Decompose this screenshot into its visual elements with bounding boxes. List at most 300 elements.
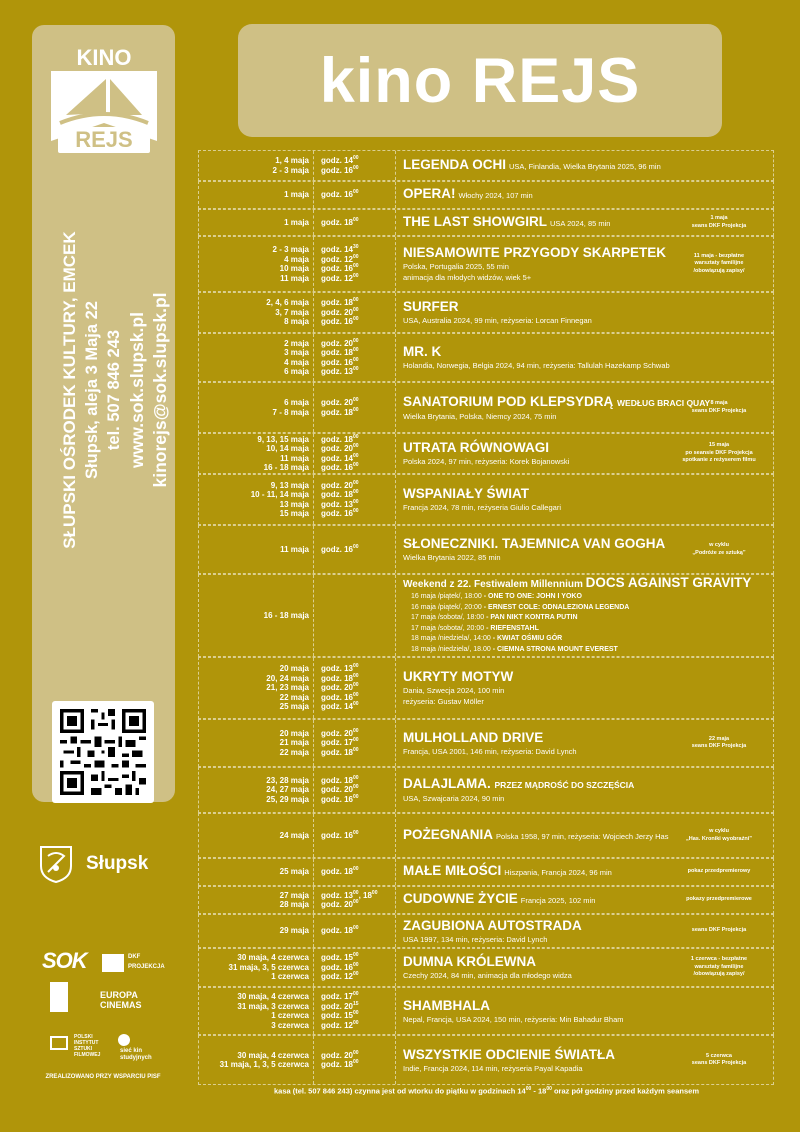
email-link[interactable]: kinorejs@sok.slupsk.pl xyxy=(150,292,170,488)
film-info: Polska 2024, 97 min, reżyseria: Korek Bojanowski xyxy=(403,457,570,466)
time-hour: godz. 20 xyxy=(321,338,354,348)
row-dates xyxy=(199,768,314,812)
date-line: 10, 14 maja xyxy=(266,444,309,453)
schedule-row xyxy=(198,1035,774,1085)
row-note xyxy=(669,814,769,857)
time-line xyxy=(321,408,395,418)
row-description xyxy=(403,658,668,718)
festival-name: DOCS AGAINST GRAVITY xyxy=(585,575,752,590)
row-times xyxy=(314,237,396,291)
film-info: USA, Finlandia, Wielka Brytania 2025, 96 min xyxy=(509,161,661,171)
row-times xyxy=(314,1036,396,1084)
time-minutes: 00 xyxy=(353,306,359,313)
row-dates xyxy=(199,526,314,573)
film-title-text: THE LAST SHOWGIRL xyxy=(403,213,547,229)
date-line: 22 maja xyxy=(279,747,309,757)
row-description xyxy=(403,434,668,473)
row-description xyxy=(403,237,668,291)
row-description xyxy=(403,720,668,766)
schedule-table xyxy=(198,150,775,1073)
time-hour: godz. 16 xyxy=(321,509,354,518)
city-logo xyxy=(38,842,178,886)
film-info: Nepal, Francja, USA 2024, 150 min, reżyseria: Min Bahadur Bham xyxy=(403,1014,624,1024)
row-description xyxy=(403,293,668,332)
schedule-row xyxy=(198,150,774,181)
date-line: 10 maja xyxy=(279,264,309,273)
time-hour: godz. 20 xyxy=(321,307,354,317)
time-minutes: 00 xyxy=(353,663,359,670)
row-note xyxy=(669,887,769,913)
time-hour: godz. 16 xyxy=(321,317,354,327)
time-minutes: 00 xyxy=(353,727,359,734)
date-line: 9, 13 maja xyxy=(270,480,309,490)
time-minutes: 00 xyxy=(353,829,359,836)
date-line: 25, 29 maja xyxy=(266,794,309,804)
footer-text-mid: - 18 xyxy=(531,1086,547,1096)
date-line: 21 maja xyxy=(279,738,309,748)
schedule-row xyxy=(198,886,774,914)
time-hour: godz. 16 xyxy=(321,463,354,472)
film-title-text: UTRATA RÓWNOWAGI xyxy=(403,440,549,455)
film-info: Dania, Szwecja 2024, 100 min xyxy=(403,686,505,695)
time-minutes: 00 xyxy=(353,543,359,550)
film-title-text: OPERA! xyxy=(403,186,456,201)
time-minutes: 00 xyxy=(353,263,359,269)
row-description xyxy=(403,151,668,180)
film-title xyxy=(403,486,668,502)
film-festival-icon xyxy=(50,982,68,1012)
row-dates xyxy=(199,915,314,947)
time-hour: godz. 20 xyxy=(321,683,354,693)
time-line xyxy=(321,900,395,910)
time-hour: godz. 14 xyxy=(321,702,354,712)
time-hour: godz. 18 xyxy=(321,348,354,357)
screening-title: - ONE TO ONE: JOHN I YOKO xyxy=(481,593,582,600)
note-line: 8 maja xyxy=(710,400,728,406)
row-times xyxy=(314,768,396,812)
time-hour: godz. 16 xyxy=(321,357,354,367)
time-hour: godz. 18 xyxy=(321,490,354,499)
film-info: Wielka Brytania 2022, 85 min xyxy=(403,553,501,562)
schedule-row xyxy=(198,987,774,1035)
film-title-text: WSPANIAŁY ŚWIAT xyxy=(403,486,529,501)
film-title xyxy=(403,998,668,1014)
time-minutes: 00 xyxy=(353,1049,359,1056)
pisf-logo: POLSKI INSTYTUT SZTUKI FILMOWEJ xyxy=(74,1034,101,1058)
row-times xyxy=(314,658,396,718)
city-name: Słupsk xyxy=(86,853,149,874)
date-line: 31 maja, 3 czerwca xyxy=(237,1001,309,1011)
schedule-row xyxy=(198,382,774,433)
time-line xyxy=(321,1060,395,1070)
film-title-text: ZAGUBIONA AUTOSTRADA xyxy=(403,917,582,933)
row-note xyxy=(669,526,769,573)
row-dates xyxy=(199,210,314,235)
film-title xyxy=(403,393,711,411)
film-title xyxy=(403,440,668,456)
row-times xyxy=(314,334,396,381)
date-line: 31 maja, 3, 5 czerwca xyxy=(228,962,309,972)
time-hour: godz. 16 xyxy=(321,165,354,175)
film-title xyxy=(403,245,668,261)
note-line: warsztaty familijne xyxy=(694,963,744,970)
time-minutes: 00 xyxy=(353,397,359,403)
note-line: „Has. Kroniki wyobraźni” xyxy=(685,835,752,842)
row-description xyxy=(403,915,668,947)
page-header xyxy=(238,24,722,137)
film-title xyxy=(403,344,668,360)
time-minutes: 00 xyxy=(353,701,359,708)
schedule-row xyxy=(198,292,774,333)
time-hour: godz. 20 xyxy=(321,1001,354,1011)
time-hour: godz. 15 xyxy=(321,953,354,963)
time-line xyxy=(321,831,395,841)
time-hour: godz. 20 xyxy=(321,1050,354,1060)
row-description xyxy=(403,575,752,656)
time-hour: godz. 13 xyxy=(321,664,354,674)
schedule-row xyxy=(198,948,774,987)
time-minutes: 00 xyxy=(353,216,359,223)
time-hour: godz. 18 xyxy=(321,747,354,757)
sok-logo: SOK xyxy=(42,948,87,973)
date-line: 16 - 18 maja xyxy=(263,610,309,620)
note-line: w cyklu xyxy=(709,828,729,834)
time-hour: , 18 xyxy=(358,890,372,900)
date-line: 10 - 11, 14 maja xyxy=(250,490,309,499)
date-line: 13 maja xyxy=(279,499,309,509)
film-title xyxy=(403,299,668,315)
time-minutes: 00 xyxy=(353,737,359,744)
film-title-text: SANATORIUM POD KLEPSYDRĄ xyxy=(403,393,614,409)
clapperboard-icon xyxy=(102,954,124,972)
note-line: 15 maja xyxy=(708,442,730,449)
row-times xyxy=(314,915,396,947)
film-info: Francja, USA 2001, 146 min, reżyseria: David Lynch xyxy=(403,746,577,756)
time-hour: godz. 13 xyxy=(321,367,354,376)
schedule-row xyxy=(198,433,774,474)
film-info: Czechy 2024, 84 min, animacja dla młodego widza xyxy=(403,971,572,980)
note-line: w cyklu xyxy=(709,542,729,548)
time-minutes: 00 xyxy=(371,889,378,896)
screening-title: - KWIAT OŚMIU GÓR xyxy=(490,635,563,642)
pisf-icon xyxy=(50,1036,68,1050)
note-line: seans DKF Projekcja xyxy=(691,743,747,749)
row-times xyxy=(314,293,396,332)
logo-bottom-text: REJS xyxy=(75,127,133,152)
schedule-row xyxy=(198,574,774,657)
time-line xyxy=(321,166,395,176)
time-minutes: 00 xyxy=(353,356,359,363)
city-crest-icon xyxy=(38,844,74,884)
screening-title: - RIEFENSTAHL xyxy=(484,624,539,632)
film-info: USA 2024, 85 min xyxy=(550,218,611,228)
footer-sup1: 00 xyxy=(525,1086,532,1092)
time-minutes: 00 xyxy=(353,316,359,323)
time-hour: godz. 16 xyxy=(321,190,354,200)
row-dates xyxy=(199,1036,314,1084)
time-minutes: 00 xyxy=(353,462,359,468)
film-info: Polska 1958, 97 min, reżyseria: Wojciech Jerzy Has xyxy=(496,831,669,841)
row-description xyxy=(403,383,711,432)
film-title-text: POŻEGNANIA xyxy=(403,826,494,842)
festival-screening xyxy=(403,592,668,603)
time-minutes: 00 xyxy=(353,297,359,304)
footer-text-before: kasa (tel. 507 846 243) czynna jest od wtorku do piątku w godzinach 14 xyxy=(273,1086,526,1096)
date-line: 6 maja xyxy=(284,398,309,407)
siec-kin-logo: sieć kin studyjnych xyxy=(120,1048,152,1061)
time-hour: godz. 18 xyxy=(321,217,354,227)
schedule-row xyxy=(198,236,774,292)
time-hour: godz. 16 xyxy=(321,692,354,702)
time-minutes: 00 xyxy=(353,793,359,800)
time-line xyxy=(321,190,395,200)
time-line xyxy=(321,702,395,712)
note-line: warsztaty familijne xyxy=(694,260,744,267)
row-description xyxy=(403,475,668,524)
page-title: kino REJS xyxy=(319,45,641,116)
contact-block xyxy=(60,120,170,660)
row-dates xyxy=(199,182,314,208)
time-minutes: 00 xyxy=(353,774,359,781)
date-line: 3, 7 maja xyxy=(275,307,309,317)
row-description xyxy=(403,988,668,1034)
schedule-row xyxy=(198,474,774,525)
row-description xyxy=(403,182,668,208)
note-line: seans DKF Projekcja xyxy=(691,1060,747,1066)
date-line: 3 czerwca xyxy=(271,1020,309,1030)
schedule-row xyxy=(198,767,774,813)
film-title xyxy=(403,918,668,934)
row-note xyxy=(669,237,769,291)
film-info: USA, Australia 2024, 99 min, reżyseria: Lorcan Finnegan xyxy=(403,316,592,325)
note-line: 1 maja xyxy=(710,215,728,221)
festival-heading-text: Weekend z 22. Festiwalem Millennium xyxy=(403,579,583,590)
film-info: animacja dla młodych widzów, wiek 5+ xyxy=(403,273,532,282)
film-title-text: SHAMBHALA xyxy=(403,997,490,1013)
screening-when: 16 maja /piątek/, 18:00 xyxy=(411,593,482,600)
time-hour: godz. 18 xyxy=(321,1060,354,1069)
film-title-text: MAŁE MIŁOŚCI xyxy=(403,863,502,878)
date-line: 25 maja xyxy=(279,702,309,712)
time-hour: godz. 12 xyxy=(321,273,354,283)
film-title xyxy=(403,1047,668,1063)
footer-text-after: oraz pół godziny przed każdym seansem xyxy=(551,1086,699,1096)
screening-title: - ERNEST COLE: ODNALEZIONA LEGENDA xyxy=(481,603,630,611)
festival-screening xyxy=(403,613,668,624)
time-hour: godz. 16 xyxy=(321,830,354,840)
note-line: 5 czerwca xyxy=(706,1052,732,1059)
film-info: Holandia, Norwegia, Belgia 2024, 94 min, reżyseria: Tallulah Hazekamp Schwab xyxy=(403,361,670,370)
footer-sup2: 00 xyxy=(546,1086,552,1092)
website-link[interactable]: www.sok.slupsk.pl xyxy=(127,312,147,468)
row-times xyxy=(314,859,396,885)
film-title xyxy=(403,891,668,909)
note-line: seans DKF Projekcja xyxy=(691,222,747,229)
note-line: spotkanie z reżyserem filmu xyxy=(682,457,756,464)
time-line xyxy=(321,509,395,519)
screening-when: 18 maja /niedziela/, 14:00 xyxy=(411,635,491,642)
film-title-text: MULHOLLAND DRIVE xyxy=(403,729,544,745)
row-description xyxy=(403,210,668,235)
row-times xyxy=(314,210,396,235)
time-hour: godz. 20 xyxy=(321,398,354,407)
film-title xyxy=(403,863,668,881)
partner-logos xyxy=(38,948,178,1068)
film-title-text: NIESAMOWITE PRZYGODY SKARPETEK xyxy=(403,245,667,260)
time-minutes: 00 xyxy=(353,889,359,896)
time-line xyxy=(321,367,395,377)
note-line: 11 maja - bezpłatne xyxy=(693,252,745,259)
film-info: USA 1997, 134 min, reżyseria: David Lynch xyxy=(403,934,548,944)
time-minutes: 30 xyxy=(353,244,359,250)
film-info: Wielka Brytania, Polska, Niemcy 2024, 75 min xyxy=(403,411,557,421)
schedule-row xyxy=(198,719,774,767)
time-minutes: 00 xyxy=(353,272,359,279)
date-line: 21, 23 maja xyxy=(266,683,309,693)
schedule-row xyxy=(198,813,774,858)
time-hour: godz. 20 xyxy=(321,900,354,909)
note-line: 22 maja xyxy=(708,735,730,742)
row-note xyxy=(669,383,769,432)
row-description xyxy=(403,814,668,857)
time-line xyxy=(321,748,395,758)
qr-code xyxy=(52,701,154,803)
time-hour: godz. 17 xyxy=(321,738,354,748)
cinemas-logo: CINEMAS xyxy=(100,1000,142,1010)
row-dates xyxy=(199,334,314,381)
note-line: „Podróże ze sztuką” xyxy=(692,549,746,556)
date-line: 24, 27 maja xyxy=(266,785,309,795)
row-note xyxy=(669,434,769,473)
schedule-row xyxy=(198,181,774,209)
note-line: po seansie DKF Projekcja xyxy=(685,449,753,456)
film-info: Indie, Francja 2024, 114 min, reżyseria Payal Kapadia xyxy=(403,1063,583,1073)
row-note xyxy=(669,949,769,986)
logo-top-text: KINO xyxy=(76,45,132,70)
film-info: Francja 2025, 102 min xyxy=(520,896,596,905)
dkf-logo: DKF xyxy=(128,954,141,960)
time-hour: godz. 12 xyxy=(321,972,354,982)
date-line: 30 maja, 4 czerwca xyxy=(237,992,309,1001)
date-line: 30 maja, 4 czerwca xyxy=(237,953,309,963)
date-line: 28 maja xyxy=(279,900,309,909)
date-line: 1 maja xyxy=(284,190,309,200)
time-hour: godz. 14 xyxy=(321,453,354,463)
time-minutes: 00 xyxy=(353,164,359,171)
film-title xyxy=(403,730,668,746)
date-line: 1, 4 maja xyxy=(275,156,309,165)
time-line xyxy=(321,274,395,284)
film-title xyxy=(403,214,668,232)
date-line: 2 maja xyxy=(284,338,309,348)
row-dates xyxy=(199,887,314,913)
date-line: 4 maja xyxy=(284,254,309,264)
row-times xyxy=(314,575,396,656)
time-minutes: 00 xyxy=(353,925,359,932)
date-line: 6 maja xyxy=(284,367,309,376)
dkf-logo-sub: PROJEKCJA xyxy=(128,964,165,970)
screening-title: - PAN NIKT KONTRA PUTIN xyxy=(484,614,578,621)
date-line: 16 - 18 maja xyxy=(263,463,309,472)
schedule-row xyxy=(198,858,774,886)
row-dates xyxy=(199,293,314,332)
time-hour: godz. 16 xyxy=(321,544,354,554)
time-hour: godz. 18 xyxy=(321,867,354,877)
row-note xyxy=(669,720,769,766)
time-line xyxy=(321,867,395,877)
time-hour: godz. 20 xyxy=(321,444,354,453)
row-dates xyxy=(199,475,314,524)
time-hour: godz. 13 xyxy=(321,499,354,509)
film-title xyxy=(403,669,668,685)
date-line: 24 maja xyxy=(279,830,309,840)
date-line: 23, 28 maja xyxy=(266,775,309,785)
row-description xyxy=(403,887,668,913)
row-description xyxy=(403,334,668,381)
row-times xyxy=(314,383,396,432)
film-title xyxy=(403,186,668,204)
row-times xyxy=(314,720,396,766)
date-line: 20 maja xyxy=(279,664,309,674)
festival-heading xyxy=(403,575,752,592)
box-office-footer xyxy=(198,1086,775,1096)
film-title-text: LEGENDA OCHI xyxy=(403,156,507,172)
time-hour: godz. 18 xyxy=(321,775,354,785)
date-line: 25 maja xyxy=(279,867,309,877)
time-hour: godz. 18 xyxy=(321,298,354,308)
film-title xyxy=(403,157,668,175)
date-line: 8 maja xyxy=(284,317,309,327)
film-title-text: CUDOWNE ŻYCIE xyxy=(403,891,518,906)
row-dates xyxy=(199,575,314,656)
time-hour: godz. 20 xyxy=(321,480,354,490)
time-minutes: 00 xyxy=(353,784,359,791)
time-line xyxy=(321,218,395,228)
row-times xyxy=(314,949,396,986)
time-minutes: 00 xyxy=(353,498,359,505)
time-hour: godz. 12 xyxy=(321,254,354,264)
time-minutes: 00 xyxy=(353,682,359,689)
time-line xyxy=(321,972,395,982)
time-hour: godz. 18 xyxy=(321,434,354,444)
time-minutes: 00 xyxy=(353,406,359,413)
row-times xyxy=(314,151,396,180)
row-times xyxy=(314,887,396,913)
date-line: 15 maja xyxy=(279,509,309,518)
row-dates xyxy=(199,859,314,885)
time-minutes: 00 xyxy=(353,899,359,905)
time-hour: godz. 20 xyxy=(321,728,354,738)
row-description xyxy=(403,526,668,573)
phone: tel. 507 846 243 xyxy=(105,329,123,451)
film-title-text: DUMNA KRÓLEWNA xyxy=(403,954,536,969)
time-line xyxy=(321,317,395,327)
time-hour: godz. 12 xyxy=(321,1020,354,1030)
festival-screening xyxy=(403,645,668,656)
film-title-text: DALAJLAMA. xyxy=(403,776,491,791)
time-minutes: 00 xyxy=(353,443,359,449)
time-line xyxy=(321,1021,395,1031)
date-line: 2 - 3 maja xyxy=(272,165,309,175)
time-minutes: 00 xyxy=(353,952,359,959)
row-dates xyxy=(199,814,314,857)
organization-name: SŁUPSKI OŚRODEK KULTURY, EMCEK xyxy=(60,231,79,549)
date-line: 2 - 3 maja xyxy=(272,245,309,254)
time-minutes: 00 xyxy=(353,1019,359,1026)
time-minutes: 00 xyxy=(353,991,359,997)
date-line: 27 maja xyxy=(279,890,309,900)
row-times xyxy=(314,434,396,473)
